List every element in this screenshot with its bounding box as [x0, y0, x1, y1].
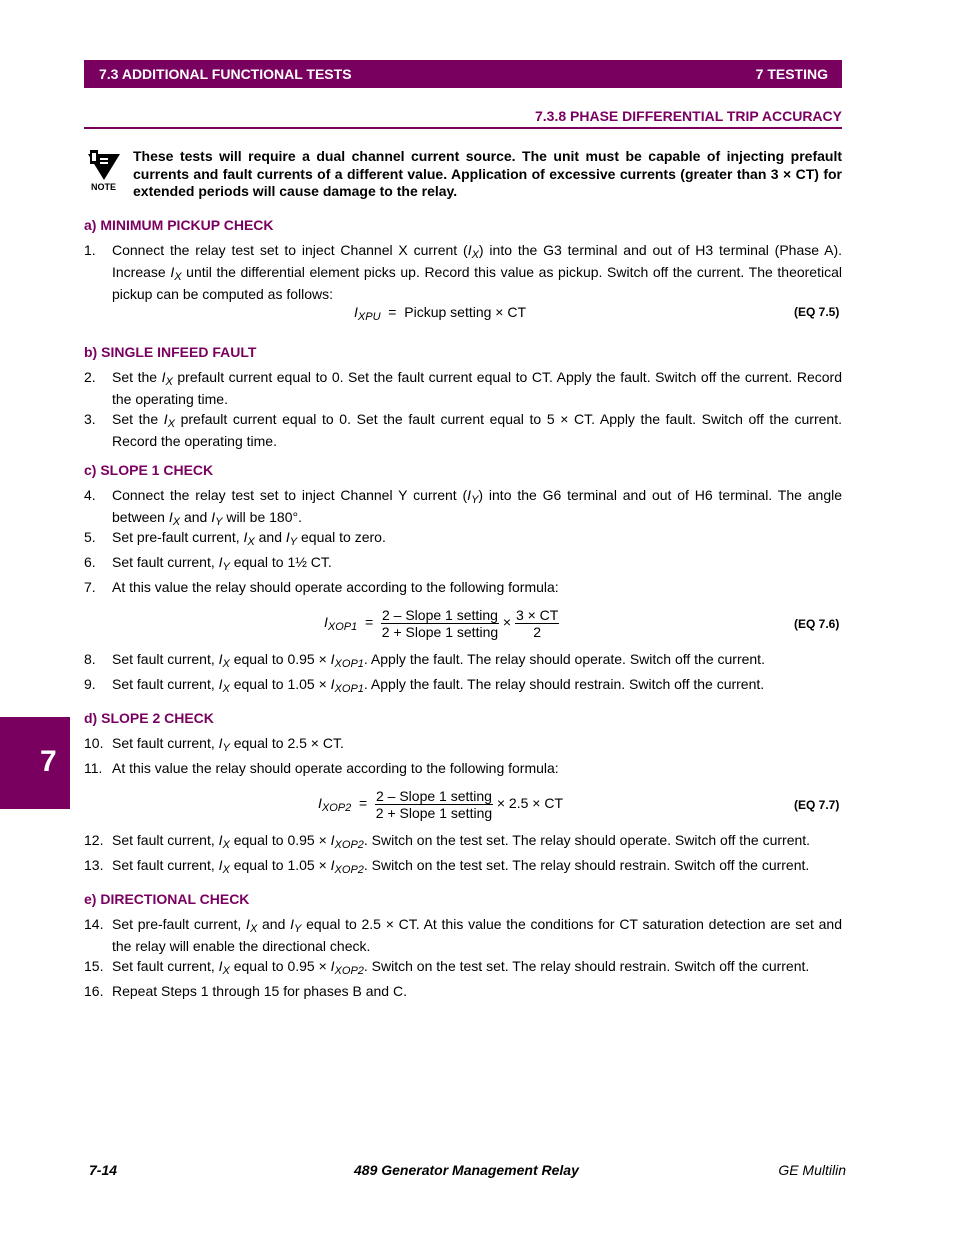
equation-label: (EQ 7.7): [794, 798, 840, 812]
footer-title: 489 Generator Management Relay: [354, 1162, 579, 1178]
list-item: 10. Set fault current, $I_Y$ equal to 2.5 × CT.: [84, 735, 344, 754]
list-item: 8. Set fault current, $I_X$ equal to $0.95 \times I_{XOP1}$. Apply the fault. The relay should operate. Switch off the current.: [84, 651, 765, 670]
list-item: 1. Connect the relay test set to inject Channel X current $(I_X)$ into the G3 terminal and out of H3 terminal (Phase A). Increase $I_X$ until the differential element picks up. Record this value as pickup. Switch off the current. The theoretical pickup can be computed as follows:: [84, 242, 842, 302]
list-item: 14. Set pre-fault current, $I_X$ and $I_Y$ equal to 2.5 × CT. At this value the conditions for CT saturation detection are set and the relay will enable the directional check.: [84, 916, 842, 954]
subheading-slope-2: d) SLOPE 2 CHECK: [84, 710, 214, 726]
list-item: 2. Set the $I_X$ prefault current equal to 0. Set the fault current equal to CT. Apply the fault. Switch off the current. Record the operating time.: [84, 369, 842, 407]
list-item: 11. At this value the relay should operate according to the following formula:: [84, 760, 559, 776]
list-item: 12. Set fault current, $I_X$ equal to $0.95 \times I_{XOP2}$. Switch on the test set. The relay should operate. Switch off the current.: [84, 832, 811, 851]
list-item: 6. Set fault current, $I_Y$ equal to 1½ CT.: [84, 554, 332, 573]
page-header-bar: [84, 60, 842, 88]
list-item: 7. At this value the relay should operate according to the following formula:: [84, 579, 559, 595]
list-item: 3. Set the $I_X$ prefault current equal to 0. Set the fault current equal to 5 × CT. Apply the fault. Switch off the current. Record the operating time.: [84, 411, 842, 449]
header-chapter-label: 7 TESTING: [755, 66, 828, 82]
subheading-slope-1: c) SLOPE 1 CHECK: [84, 462, 214, 478]
eq5-rhs: Pickup setting × CT: [404, 304, 527, 320]
equation-7-6: $I_{XOP1}$ = $\frac{\text{2 – Slope 1 setting}}{\text{2 + Slope 1 setting}}$ × $\frac{3 \times CT}{2}$: [324, 607, 559, 640]
note-label: NOTE: [91, 182, 117, 192]
subheading-single-infeed: b) SINGLE INFEED FAULT: [84, 344, 257, 360]
note-text: These tests will require a dual channel current source. The unit must be capable of injecting prefault currents and fault currents of a different value. Application of excessive currents (greater than 3 × CT) for extended periods will cause damage to the relay.: [133, 148, 842, 199]
section-rule: [84, 127, 842, 129]
list-item: 5. Set pre-fault current, $I_X$ and $I_Y$ equal to zero.: [84, 529, 386, 548]
list-item: 15. Set fault current, $I_X$ equal to $0.95 \times I_{XOP2}$. Switch on the test set. The relay should restrain. Switch off the current.: [84, 958, 810, 977]
equation-label: (EQ 7.6): [794, 617, 840, 631]
subheading-minimum-pickup: a) MINIMUM PICKUP CHECK: [84, 217, 274, 233]
equation-7-5: $I_{XPU}$ = Pickup setting × CT: [354, 304, 527, 323]
equation-7-7: $I_{XOP2}$ = $\frac{\text{2 – Slope 1 setting}}{\text{2 + Slope 1 setting}}$ × 2.5 × CT: [318, 788, 564, 821]
subheading-directional: e) DIRECTIONAL CHECK: [84, 891, 250, 907]
chapter-tab: 7: [0, 717, 70, 809]
footer-page-number: 7-14: [89, 1162, 118, 1178]
list-item: 9. Set fault current, $I_X$ equal to $1.05 \times I_{XOP1}$. Apply the fault. The relay should restrain. Switch off the current.: [84, 676, 765, 695]
section-title: 7.3.8 PHASE DIFFERENTIAL TRIP ACCURACY: [534, 108, 842, 124]
list-item: 16. Repeat Steps 1 through 15 for phases B and C.: [84, 983, 407, 999]
equation-label: (EQ 7.5): [794, 305, 840, 319]
list-item: 13. Set fault current, $I_X$ equal to $1.05 \times I_{XOP2}$. Switch on the test set. The relay should restrain. Switch off the current.: [84, 857, 810, 876]
footer-company: GE Multilin: [778, 1162, 846, 1178]
list-item: 4. Connect the relay test set to inject Channel Y current $(I_Y)$ into the G6 terminal and out of H6 terminal. The angle between $I_X$ and $I_Y$ will be 180°.: [84, 487, 843, 528]
header-section-label: 7.3 ADDITIONAL FUNCTIONAL TESTS: [99, 66, 352, 82]
